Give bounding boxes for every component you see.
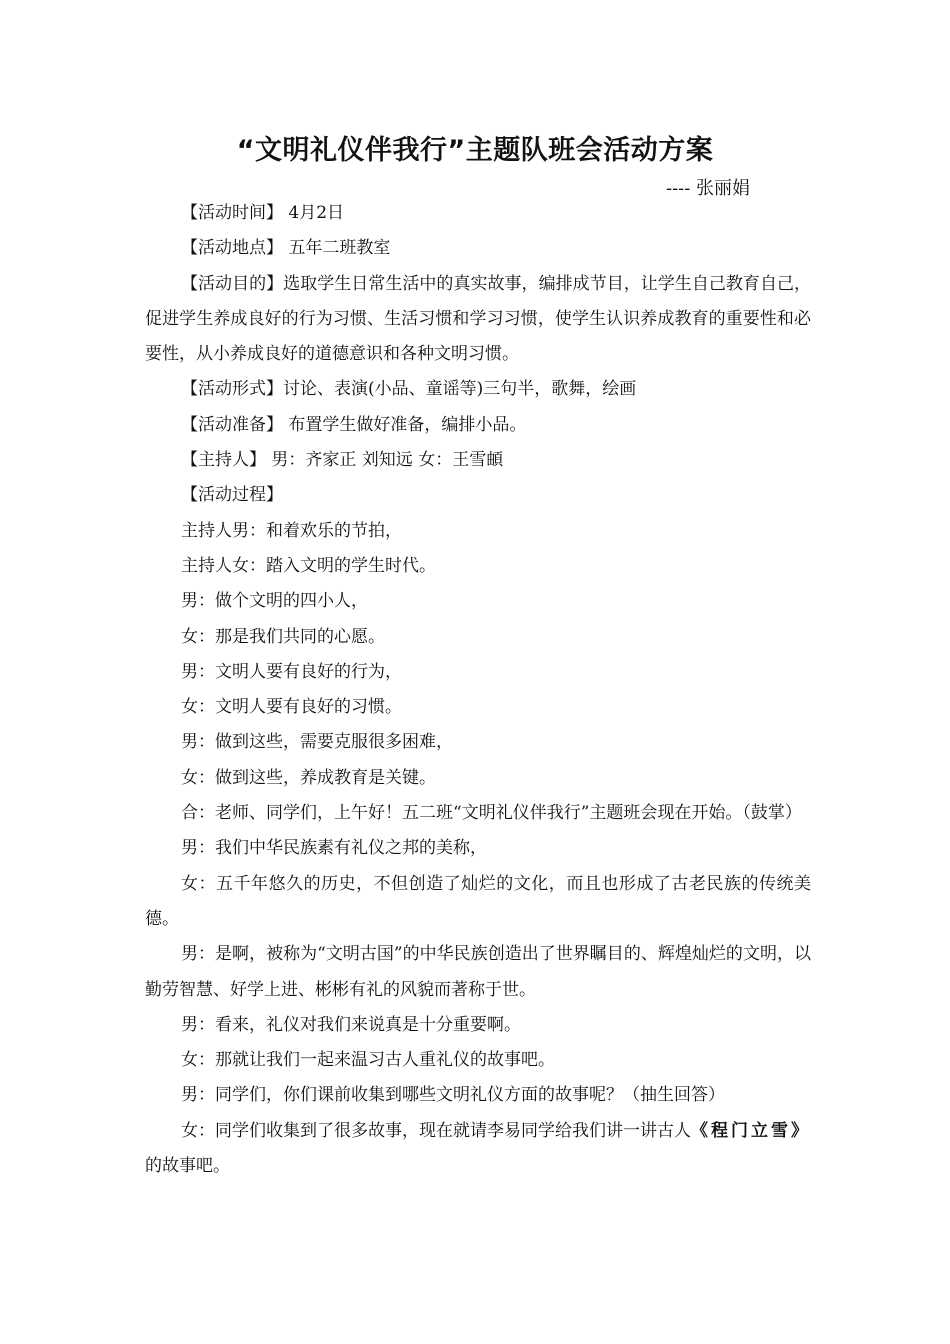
dialogue-line: 男：我们中华民族素有礼仪之邦的美称， — [181, 838, 487, 859]
activity-prep-value: 布置学生做好准备，编排小品。 — [283, 414, 527, 435]
dialogue-line: 男：做个文明的四小人， — [181, 591, 368, 612]
dialogue-line: 男：看来，礼仪对我们来说真是十分重要啊。 — [181, 1014, 521, 1035]
activity-time — [145, 196, 811, 231]
dialogue-line: 合：老师、同学们，上午好！五二班“文明礼仪伴我行”主题班会现在开始。（鼓掌） — [181, 803, 802, 824]
dialogue-line-last — [145, 1114, 811, 1185]
activity-prep — [145, 408, 811, 443]
dialogue-line: 女：做到这些，养成教育是关键。 — [181, 767, 436, 788]
activity-form — [145, 372, 811, 407]
activity-process-heading: 【活动过程】 — [181, 485, 283, 506]
dialogue-line: 女：五千年悠久的历史，不但创造了灿烂的文化，而且也形成了古老民族的传统美德。 — [145, 873, 811, 929]
activity-form-value: 讨论、表演(小品、童谣等)三句半，歌舞，绘画 — [283, 379, 637, 400]
dialogue-line: 男：文明人要有良好的行为， — [181, 661, 402, 682]
story-title: 《程门立雪》 — [691, 1120, 811, 1141]
activity-place — [145, 231, 811, 266]
dialogue-line: 女：那就让我们一起来温习古人重礼仪的故事吧。 — [181, 1050, 555, 1071]
activity-host-value: 男：齐家正 刘知远 女：王雪頔 — [266, 450, 504, 471]
activity-prep-label: 【活动准备】 — [181, 414, 283, 435]
activity-host — [145, 443, 811, 478]
activity-form-label: 【活动形式】 — [181, 379, 283, 400]
activity-purpose — [145, 267, 811, 373]
author-line: ---- 张丽娟 — [666, 178, 751, 199]
activity-host-label: 【主持人】 — [181, 450, 266, 471]
dialogue-line: 主持人女：踏入文明的学生时代。 — [181, 555, 436, 576]
dialogue-line: 女：那是我们共同的心愿。 — [181, 626, 385, 647]
dialogue-line: 男：同学们，你们课前收集到哪些文明礼仪方面的故事呢？（抽生回答） — [181, 1085, 725, 1106]
dialogue-line: 女：文明人要有良好的习惯。 — [181, 697, 402, 718]
dialogue-line: 男：是啊，被称为“文明古国”的中华民族创造出了世界瞩目的、辉煌灿烂的文明，以勤劳智慧、好学上进、彬彬有礼的风貌而著称于世。 — [145, 944, 811, 1000]
dialogue-line: 主持人男：和着欢乐的节拍， — [181, 520, 402, 541]
document-body — [145, 196, 811, 1184]
activity-time-label: 【活动时间】 — [181, 203, 283, 223]
last-line-after: 的故事吧。 — [145, 1156, 230, 1177]
activity-purpose-value: 选取学生日常生活中的真实故事，编排成节目，让学生自己教育自己，促进学生养成良好的行为习惯、生活习惯和学习习惯，使学生认识养成教育的重要性和必要性，从小养成良好的道德意识和各种文明习惯。 — [145, 273, 812, 365]
activity-purpose-label: 【活动目的】 — [181, 273, 284, 294]
dialogue-line: 男：做到这些，需要克服很多困难， — [181, 732, 453, 753]
last-line-before: 女：同学们收集到了很多故事，现在就请李易同学给我们讲一讲古人 — [181, 1120, 691, 1141]
activity-place-value: 五年二班教室 — [283, 238, 391, 259]
document-title: “文明礼仪伴我行”主题队班会活动方案 — [236, 135, 714, 166]
activity-place-label: 【活动地点】 — [181, 238, 283, 259]
activity-time-value: 4月2日 — [283, 203, 345, 223]
